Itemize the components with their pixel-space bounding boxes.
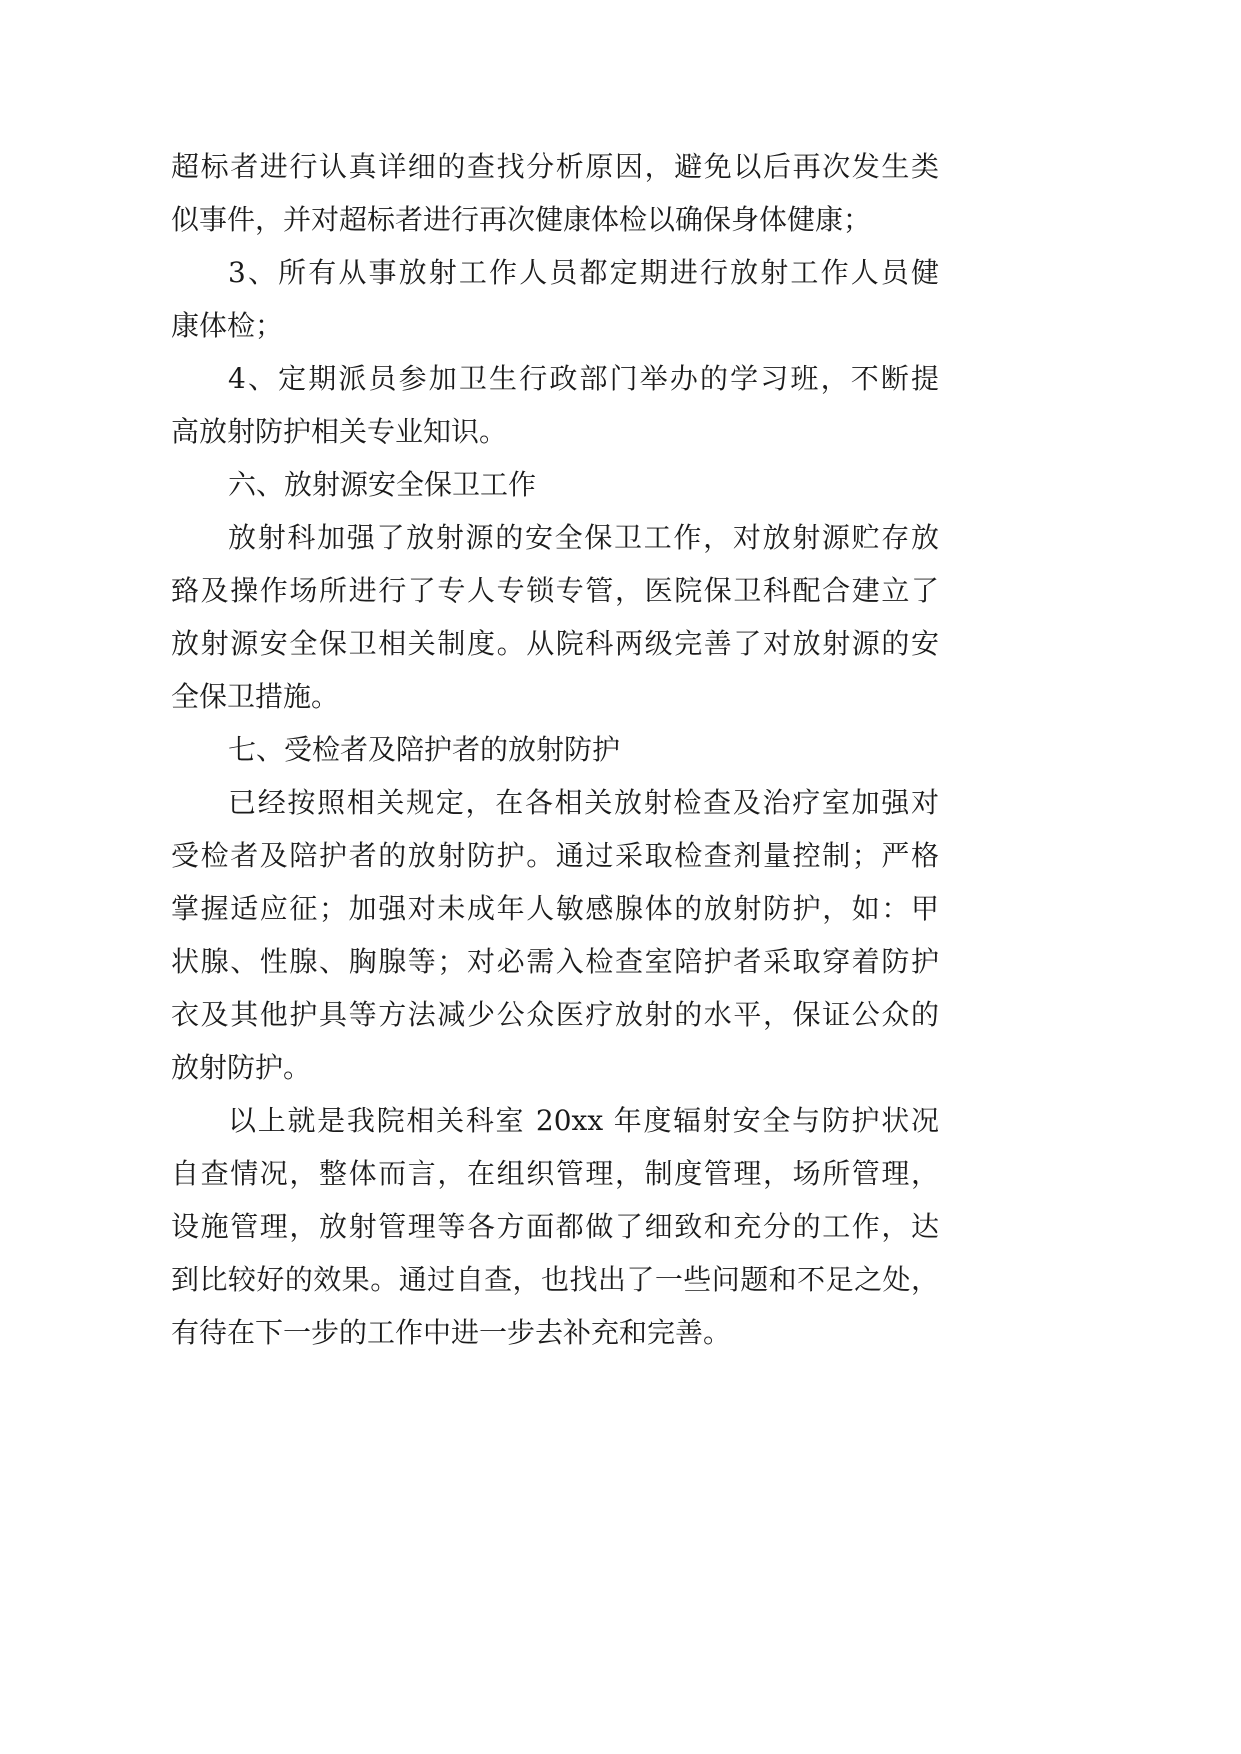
text-line-13: 已经按照相关规定，在各相关放射检查及治疗室加强对 [228,786,939,819]
text-line-16: 状腺、性腺、胸腺等；对必需入检查室陪护者采取穿着防护 [171,945,939,978]
text-line-22: 到比较好的效果。通过自查，也找出了一些问题和不足之处， [171,1263,939,1296]
text-line-8: 放射科加强了放射源的安全保卫工作，对放射源贮存放 [228,521,939,554]
text-line-18: 放射防护。 [171,1051,312,1084]
text-line-5: 4、定期派员参加卫生行政部门举办的学习班，不断提 [228,362,939,395]
text-line-23: 有待在下一步的工作中进一步去补充和完善。 [171,1316,732,1349]
text-line-17: 衣及其他护具等方法减少公众医疗放射的水平，保证公众的 [171,998,939,1031]
text-line-1: 超标者进行认真详细的查找分析原因，避免以后再次发生类 [171,150,939,183]
text-line-14: 受检者及陪护者的放射防护。通过采取检查剂量控制；严格 [171,839,939,872]
text-line-19: 以上就是我院相关科室 20xx 年度辐射安全与防护状况 [228,1104,939,1137]
text-line-11: 全保卫措施。 [171,680,340,713]
text-line-9: 臵及操作场所进行了专人专锁专管，医院保卫科配合建立了 [171,574,939,607]
text-line-15: 掌握适应征；加强对未成年人敏感腺体的放射防护，如：甲 [171,892,939,925]
text-line-6: 高放射防护相关专业知识。 [171,415,508,448]
text-line-3: 3、所有从事放射工作人员都定期进行放射工作人员健 [228,256,939,289]
text-line-4: 康体检； [171,309,284,342]
text-line-20: 自查情况，整体而言，在组织管理，制度管理，场所管理， [171,1157,939,1190]
text-line-2: 似事件，并对超标者进行再次健康体检以确保身体健康； [171,203,872,236]
text-line-10: 放射源安全保卫相关制度。从院科两级完善了对放射源的安 [171,627,939,660]
section-heading-7: 七、受检者及陪护者的放射防护 [228,733,621,766]
section-heading-6: 六、放射源安全保卫工作 [228,468,537,501]
text-line-21: 设施管理，放射管理等各方面都做了细致和充分的工作，达 [171,1210,939,1243]
